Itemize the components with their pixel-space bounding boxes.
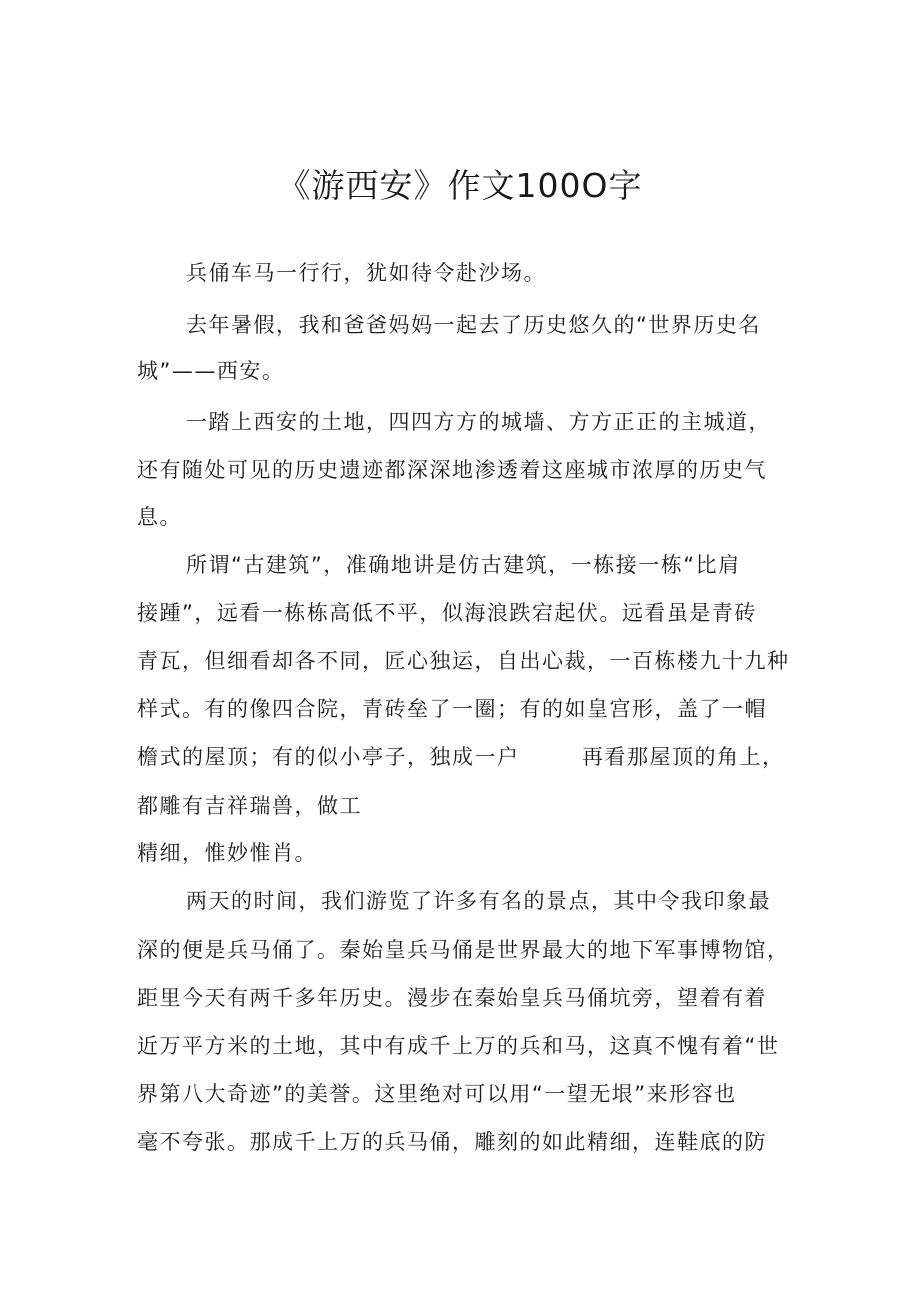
- text-line: 精细，惟妙惟肖。: [137, 841, 317, 865]
- text-line: 再看那屋顶的角上，: [582, 745, 785, 769]
- text-line: 息。: [137, 505, 182, 529]
- text-line: 毫不夸张。那成千上万的兵马俑，雕刻的如此精细，连鞋底的防: [137, 1130, 767, 1154]
- text-line: 深的便是兵马俑了。秦始皇兵马俑是世界最大的地下军事博物馆，: [137, 938, 790, 962]
- text-line: 近万平方米的土地，其中有成千上万的兵和马，这真不愧有着“世: [137, 1034, 780, 1058]
- text-line: 青瓦，但细看却各不同，匠心独运，自出心裁，一百栋楼九十九种: [137, 649, 790, 673]
- text-line: 界第八大奇迹”的美誉。这里绝对可以用“一望无垠”来形容也: [137, 1082, 737, 1106]
- text-line: 兵俑车马一行行，犹如待令赴沙场。: [186, 261, 546, 285]
- text-line: 接踵”，远看一栋栋高低不平，似海浪跌宕起伏。远看虽是青砖: [137, 601, 757, 625]
- text-line: 城”——西安。: [137, 359, 285, 383]
- text-line: 距里今天有两千多年历史。漫步在秦始皇兵马俑坑旁，望着有着: [137, 986, 767, 1010]
- page-title: 《游西安》作文100O字: [277, 166, 643, 205]
- text-line: 去年暑假，我和爸爸妈妈一起去了历史悠久的“世界历史名: [186, 313, 761, 337]
- text-line: 所谓“古建筑”，准确地讲是仿古建筑，一栋接一栋“比肩: [186, 553, 741, 577]
- text-line: 檐式的屋顶；有的似小亭子，独成一户: [137, 745, 520, 769]
- text-line: 一踏上西安的土地，四四方方的城墙、方方正正的主城道，: [186, 410, 771, 434]
- text-line: 都雕有吉祥瑞兽，做工: [137, 794, 362, 818]
- text-line: 两天的时间，我们游览了许多有名的景点，其中令我印象最: [186, 889, 771, 913]
- text-line: 还有随处可见的历史遗迹都深深地渗透着这座城市浓厚的历史气: [137, 458, 767, 482]
- text-line: 样式。有的像四合院，青砖垒了一圈；有的如皇宫形，盖了一帽: [137, 697, 767, 721]
